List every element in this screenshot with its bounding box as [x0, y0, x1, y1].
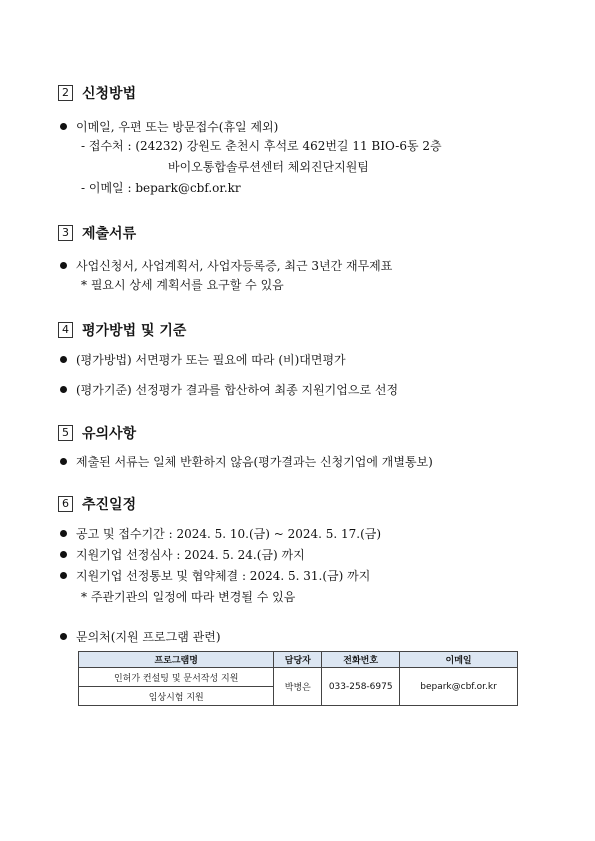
column-header: 전화번호	[322, 652, 400, 668]
section-title: 추진일정	[82, 497, 137, 513]
list-item-text: 사업신청서, 사업계획서, 사업자등록증, 최근 3년간 재무제표	[76, 259, 393, 273]
note-line: * 필요시 상세 계획서를 요구할 수 있음	[81, 278, 284, 292]
bullet-icon	[60, 262, 67, 269]
list-item	[60, 526, 381, 542]
bullet-icon	[60, 386, 67, 393]
list-item	[60, 568, 370, 584]
bullet-icon	[60, 551, 67, 558]
list-item-text: 이메일, 우편 또는 방문접수(휴일 제외)	[76, 120, 279, 134]
address-line: - 접수처 : (24232) 강원도 춘천시 후석로 462번길 11 BIO-6동 2층	[81, 139, 442, 153]
section-number: 4	[58, 322, 73, 338]
bullet-icon	[60, 356, 67, 363]
list-item	[60, 382, 398, 398]
list-item-text: 문의처(지원 프로그램 관련)	[76, 630, 221, 644]
list-item	[60, 454, 433, 470]
section-heading-5	[58, 423, 136, 443]
list-item-text: 지원기업 선정심사 : 2024. 5. 24.(금) 까지	[76, 548, 305, 562]
email-cell: bepark@cbf.or.kr	[400, 668, 518, 706]
bullet-icon	[60, 530, 67, 537]
section-number: 5	[58, 425, 73, 441]
program-cell: 인허가 컨설팅 및 문서작성 지원	[79, 668, 274, 687]
list-item-text: 제출된 서류는 일체 반환하지 않음(평가결과는 신청기업에 개별통보)	[76, 455, 433, 469]
list-item	[60, 258, 392, 274]
list-item-text: 공고 및 접수기간 : 2024. 5. 10.(금) ~ 2024. 5. 17.(금)	[76, 527, 382, 541]
column-header: 이메일	[400, 652, 518, 668]
phone-cell: 033-258-6975	[322, 668, 400, 706]
bullet-icon	[60, 633, 67, 640]
list-item	[60, 547, 305, 563]
list-item	[60, 352, 346, 368]
section-title: 제출서류	[82, 226, 137, 242]
section-title: 유의사항	[82, 426, 137, 442]
section-title: 신청방법	[82, 86, 137, 102]
section-heading-2	[58, 83, 136, 103]
bullet-icon	[60, 458, 67, 465]
list-item	[60, 119, 278, 135]
table-header-row	[79, 652, 518, 668]
note-line: * 주관기관의 일정에 따라 변경될 수 있음	[81, 590, 296, 604]
section-heading-4	[58, 320, 186, 340]
list-item-text: (평가방법) 서면평가 또는 필요에 따라 (비)대면평가	[76, 353, 346, 367]
section-heading-3	[58, 223, 136, 243]
bullet-icon	[60, 123, 67, 130]
section-heading-6	[58, 494, 136, 514]
section-number: 6	[58, 496, 73, 512]
email-line: - 이메일 : bepark@cbf.or.kr	[81, 181, 241, 195]
list-item-text: (평가기준) 선정평가 결과를 합산하여 최종 지원기업으로 선정	[76, 383, 399, 397]
section-number: 2	[58, 85, 73, 101]
manager-cell: 박병은	[274, 668, 322, 706]
column-header: 프로그램명	[79, 652, 274, 668]
address-line-2: 바이오통합솔루션센터 체외진단지원팀	[168, 160, 369, 174]
table-row	[79, 668, 518, 687]
column-header: 담당자	[274, 652, 322, 668]
list-item	[60, 629, 221, 645]
contact-table	[78, 651, 518, 706]
section-title: 평가방법 및 기준	[82, 323, 187, 339]
section-number: 3	[58, 225, 73, 241]
list-item-text: 지원기업 선정통보 및 협약체결 : 2024. 5. 31.(금) 까지	[76, 569, 371, 583]
program-cell: 임상시험 지원	[79, 687, 274, 706]
bullet-icon	[60, 572, 67, 579]
